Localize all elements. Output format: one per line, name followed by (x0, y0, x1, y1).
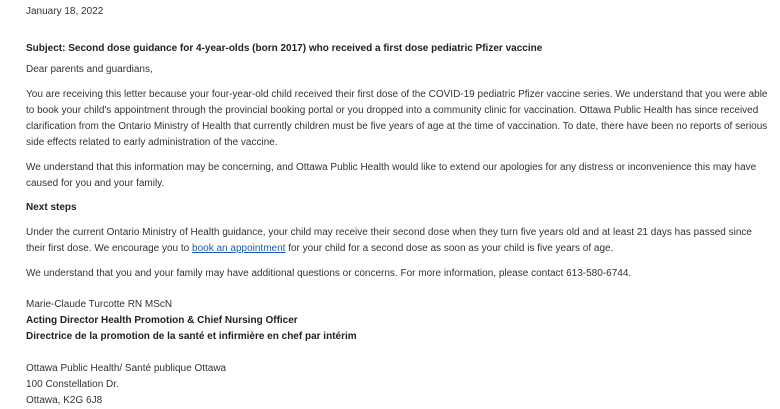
address-city: Ottawa, K2G 6J8 (26, 395, 103, 406)
signer-title-english: Acting Director Health Promotion & Chief Nursing Officer (26, 315, 298, 326)
address-block (26, 361, 770, 409)
paragraph-guidance (26, 225, 770, 257)
paragraph-contact: We understand that you and your family may have additional questions or concerns. For more information, please contact 613-580-6744. (26, 268, 632, 279)
letter-date: January 18, 2022 (26, 6, 104, 17)
paragraph-reason: You are receiving this letter because your four-year-old child received their first dose of the COVID-19 pediatric Pfizer vaccine series. We understand that you were able to book your child's appointment through the provincial booking portal or you dropped into a community clinic for vaccination. Ottawa Public Health has since received clarification from the Ontario Ministry of Health that currently children must be five years of age at the time of vaccination. To date, there have been no reports of serious side effects related to early administration of the vaccine. (26, 89, 768, 148)
letter-subject: Subject: Second dose guidance for 4-year-olds (born 2017) who received a first dose pediatric Pfizer vaccine (26, 43, 543, 54)
letter-greeting: Dear parents and guardians, (26, 64, 153, 75)
signer-name: Marie-Claude Turcotte RN MScN (26, 299, 173, 310)
next-steps-heading: Next steps (26, 202, 77, 213)
paragraph-apology: We understand that this information may be concerning, and Ottawa Public Health would like to extend our apologies for any distress or inconvenience this may have caused for you and your family. (26, 162, 757, 189)
signer-title-french: Directrice de la promotion de la santé et infirmière en chef par intérim (26, 331, 357, 342)
book-appointment-link[interactable]: book an appointment (192, 243, 286, 254)
address-street: 100 Constellation Dr. (26, 379, 119, 390)
guidance-text-end: for your child for a second dose as soon as your child is five years of age. (285, 243, 614, 254)
address-organization: Ottawa Public Health/ Santé publique Ottawa (26, 363, 227, 374)
signature-block (26, 297, 770, 345)
guidance-text-start: Under the current Ontario Ministry of Health guidance, your child may receive their second dose when they turn five years old and at least 21 days has passed since their first dose. We encourage you to (26, 227, 752, 254)
